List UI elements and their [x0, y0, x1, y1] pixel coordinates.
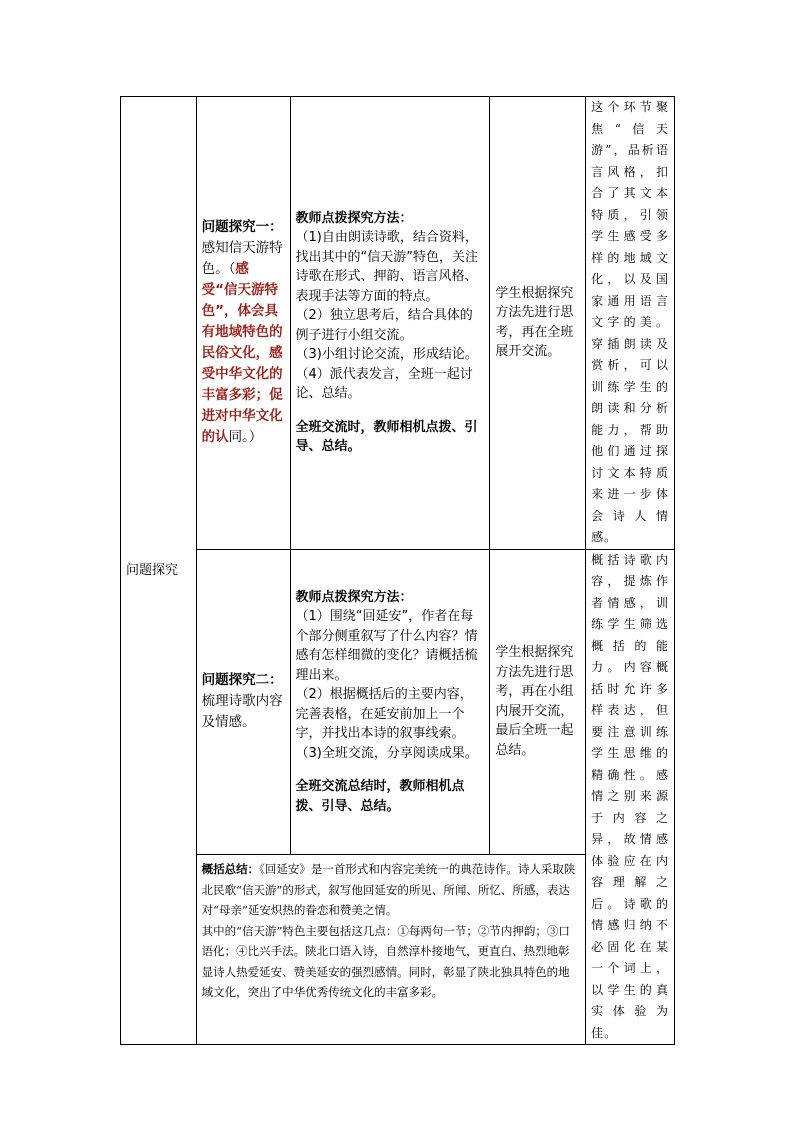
- inquiry-two-method-cell: [290, 549, 490, 855]
- inquiry-one-title: 问题探究一：: [201, 219, 283, 236]
- method-heading: 教师点拨探究方法：: [295, 589, 413, 605]
- inquiry-two-row: [121, 549, 675, 855]
- summary-paragraph: 其中的“信天游”特色主要包括这几点：①每两句一节；②节内押韵；③口语化；④比兴手法。陕北口语入诗，自然淳朴接地气，更直白、热烈地彰显诗人热爱延安、赞美延安的强烈感情。同时，彰显了陕北独具特色的地域文化，突出了中华优秀传统文化的丰富多彩。: [201, 923, 570, 1000]
- inquiry-one-title-cell: [196, 97, 290, 550]
- inquiry-two-student-cell: [490, 549, 586, 855]
- teacher-action: 全班交流时，教师相机点拨、引导、总结。: [295, 419, 478, 455]
- design-note: 这个环节聚焦“信天游”，品析语言风格，扣合了其文本特质，引领学生感受多样的地域文化，以及国家通用语言文字的美。穿插朗读及赏析，可以训练学生的朗读和分析能力，帮助他们通过探讨文本特质来进一步体会诗人情感。: [591, 100, 669, 544]
- method-step: （4）派代表发言，全班一起讨论、总结。: [295, 366, 473, 402]
- method-step: （3)全班交流，分享阅读成果。: [295, 745, 478, 761]
- inquiry-one-student-cell: [490, 97, 586, 550]
- method-step: （3)小组讨论交流，形成结论。: [295, 347, 478, 363]
- design-note: 概括诗歌内容，提炼作者情感，训练学生筛选概括的能力。内容概括时允许多样表达，但要注意训练学生思维的精确性。感情之别来源于内容之异，故情感体验应在内容理解之后。诗歌的情感归纳不必固化在某一个词上，以学生的真实体验为佳。: [591, 552, 669, 1040]
- row-label-cell: [121, 97, 197, 1045]
- summary-paragraph: [202, 859, 581, 921]
- student-activity: 学生根据探究方法先进行思考，再在全班展开交流。: [495, 285, 574, 360]
- inquiry-two-title: 问题探究二：: [201, 672, 283, 689]
- method-step: （1）围绕“回延安”，作者在每个部分侧重叙写了什么内容？情感有怎样细微的变化？请概括梳理出来。: [295, 609, 478, 683]
- method-step: （1)自由朗读诗歌，结合资料，找出其中的“信天游”特色，关注诗歌在形式、押韵、语言风格、表现手法等方面的特点。: [295, 230, 478, 304]
- inquiry-one-goal-tail: 同。）: [228, 429, 263, 446]
- inquiry-one-text: 感知信天游特色。（: [201, 240, 283, 278]
- inquiry-one-method-cell: [290, 97, 490, 550]
- summary-heading: 概括总结：: [201, 862, 260, 877]
- student-activity: 学生根据探究方法先进行思考，再在小组内展开交流，最后全班一起总结。: [495, 645, 574, 758]
- method-heading: 教师点拨探究方法：: [295, 210, 413, 226]
- inquiry-one-goal: 感受“信天游特色”，体会具有地域特色的民俗文化，感受中华文化的丰富多彩；促进对中华文化的认: [201, 261, 283, 446]
- method-step: （2）独立思考后，结合具体的例子进行小组交流。: [295, 308, 473, 343]
- inquiry-two-design-note-cell: [586, 549, 675, 1045]
- inquiry-one-row: [121, 97, 675, 550]
- summary-text: 《回延安》是一首形式和内容完美统一的典范诗作。诗人采取陕北民歌“信天游”的形式，叙写他回延安的所见、所闻、所忆、所感，表达对“母亲”延安炽热的眷恋和赞美之情。: [201, 862, 576, 918]
- inquiry-one-design-note-cell: [586, 97, 675, 550]
- teacher-action: 全班交流总结时，教师相机点拨、引导、总结。: [295, 779, 465, 814]
- inquiry-two-text: 梳理诗歌内容及情感。: [201, 693, 283, 731]
- lesson-plan-table: [120, 96, 675, 1045]
- method-step: （2）根据概括后的主要内容，完善表格，在延安前加上一个字，并找出本诗的叙事线索。: [295, 687, 473, 742]
- summary-cell: [196, 855, 586, 1045]
- inquiry-two-title-cell: [196, 549, 290, 855]
- row-label: 问题探究: [126, 562, 179, 578]
